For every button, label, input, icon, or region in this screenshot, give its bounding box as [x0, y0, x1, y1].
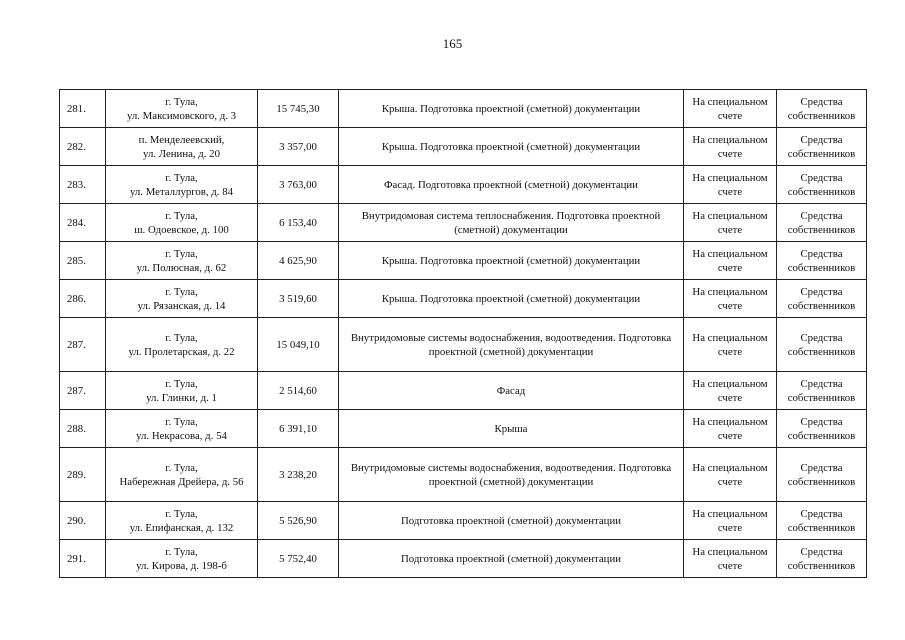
row-number: 288. — [60, 410, 106, 448]
row-number: 284. — [60, 204, 106, 242]
address-cell — [106, 90, 258, 128]
address-street: ул. Глинки, д. 1 — [146, 391, 217, 404]
row-number: 287. — [60, 372, 106, 410]
cost-cell: 15 745,30 — [258, 90, 339, 128]
address-street: ул. Некрасова, д. 54 — [136, 429, 227, 442]
funding-line-1: Средства — [800, 461, 843, 474]
account-cell — [684, 242, 777, 280]
address-street: ул. Кирова, д. 198-б — [136, 559, 227, 572]
row-number: 283. — [60, 166, 106, 204]
account-cell — [684, 410, 777, 448]
work-type-cell: Внутридомовые системы водоснабжения, водоотведения. Подготовка проектной (сметной) документации — [339, 318, 684, 372]
funding-line-2: собственников — [787, 345, 856, 358]
work-type-cell: Крыша. Подготовка проектной (сметной) документации — [339, 128, 684, 166]
table-row — [60, 540, 867, 578]
address-locality: г. Тула, — [165, 285, 198, 298]
address-street: ул. Рязанская, д. 14 — [137, 299, 226, 312]
cost-cell: 4 625,90 — [258, 242, 339, 280]
funding-source-cell — [777, 372, 867, 410]
table-row — [60, 372, 867, 410]
address-cell — [106, 128, 258, 166]
address-locality: г. Тула, — [165, 545, 198, 558]
address-locality: г. Тула, — [165, 377, 198, 390]
row-number: 290. — [60, 502, 106, 540]
address-cell — [106, 372, 258, 410]
account-line-1: На специальном — [692, 209, 768, 222]
cost-cell: 5 526,90 — [258, 502, 339, 540]
funding-line-2: собственников — [787, 185, 856, 198]
address-cell — [106, 448, 258, 502]
account-line-2: счете — [717, 559, 743, 572]
account-line-1: На специальном — [692, 133, 768, 146]
account-line-1: На специальном — [692, 377, 768, 390]
table-row — [60, 410, 867, 448]
address-locality: г. Тула, — [165, 331, 198, 344]
address-street: ул. Полюсная, д. 62 — [136, 261, 227, 274]
account-cell — [684, 502, 777, 540]
work-type-cell: Крыша — [339, 410, 684, 448]
address-street: ш. Одоевское, д. 100 — [134, 223, 229, 236]
funding-line-2: собственников — [787, 429, 856, 442]
account-line-2: счете — [717, 299, 743, 312]
work-type-cell: Фасад — [339, 372, 684, 410]
table-row — [60, 166, 867, 204]
work-type-cell: Крыша. Подготовка проектной (сметной) документации — [339, 90, 684, 128]
account-line-1: На специальном — [692, 95, 768, 108]
funding-line-2: собственников — [787, 109, 856, 122]
row-number: 281. — [60, 90, 106, 128]
row-number: 282. — [60, 128, 106, 166]
funding-line-1: Средства — [800, 331, 843, 344]
repair-registry-table — [59, 89, 867, 578]
account-line-2: счете — [717, 185, 743, 198]
address-street: ул. Металлургов, д. 84 — [129, 185, 233, 198]
funding-source-cell — [777, 540, 867, 578]
address-street: Набережная Дрейера, д. 56 — [119, 475, 244, 488]
row-number: 287. — [60, 318, 106, 372]
page-number: 165 — [442, 36, 463, 51]
cost-cell: 3 357,00 — [258, 128, 339, 166]
address-locality: п. Менделеевский, — [138, 133, 225, 146]
funding-source-cell — [777, 166, 867, 204]
address-cell — [106, 166, 258, 204]
account-cell — [684, 204, 777, 242]
account-line-1: На специальном — [692, 461, 768, 474]
funding-line-2: собственников — [787, 147, 856, 160]
account-line-1: На специальном — [692, 285, 768, 298]
funding-source-cell — [777, 90, 867, 128]
address-locality: г. Тула, — [165, 507, 198, 520]
work-type-cell: Крыша. Подготовка проектной (сметной) документации — [339, 242, 684, 280]
table-row — [60, 502, 867, 540]
funding-line-2: собственников — [787, 299, 856, 312]
account-cell — [684, 372, 777, 410]
account-line-1: На специальном — [692, 507, 768, 520]
row-number: 289. — [60, 448, 106, 502]
address-locality: г. Тула, — [165, 209, 198, 222]
account-line-1: На специальном — [692, 171, 768, 184]
address-locality: г. Тула, — [165, 415, 198, 428]
address-street: ул. Максимовского, д. 3 — [126, 109, 237, 122]
table-row — [60, 280, 867, 318]
address-cell — [106, 502, 258, 540]
cost-cell: 5 752,40 — [258, 540, 339, 578]
account-line-2: счете — [717, 223, 743, 236]
address-locality: г. Тула, — [165, 171, 198, 184]
row-number: 286. — [60, 280, 106, 318]
table-row — [60, 90, 867, 128]
account-cell — [684, 318, 777, 372]
cost-cell: 15 049,10 — [258, 318, 339, 372]
table-row — [60, 242, 867, 280]
funding-line-1: Средства — [800, 95, 843, 108]
funding-source-cell — [777, 448, 867, 502]
funding-line-1: Средства — [800, 133, 843, 146]
account-cell — [684, 448, 777, 502]
account-line-1: На специальном — [692, 247, 768, 260]
funding-source-cell — [777, 318, 867, 372]
address-cell — [106, 280, 258, 318]
funding-line-2: собственников — [787, 223, 856, 236]
account-line-1: На специальном — [692, 545, 768, 558]
funding-source-cell — [777, 128, 867, 166]
address-locality: г. Тула, — [165, 247, 198, 260]
account-line-1: На специальном — [692, 415, 768, 428]
funding-source-cell — [777, 410, 867, 448]
funding-line-1: Средства — [800, 507, 843, 520]
row-number: 291. — [60, 540, 106, 578]
funding-source-cell — [777, 502, 867, 540]
work-type-cell: Внутридомовая система теплоснабжения. Подготовка проектной (сметной) документации — [339, 204, 684, 242]
cost-cell: 3 763,00 — [258, 166, 339, 204]
address-cell — [106, 204, 258, 242]
funding-source-cell — [777, 242, 867, 280]
work-type-cell: Крыша. Подготовка проектной (сметной) документации — [339, 280, 684, 318]
address-locality: г. Тула, — [165, 95, 198, 108]
cost-cell: 6 153,40 — [258, 204, 339, 242]
funding-source-cell — [777, 280, 867, 318]
address-cell — [106, 540, 258, 578]
address-street: ул. Ленина, д. 20 — [143, 147, 220, 160]
table-row — [60, 448, 867, 502]
funding-line-2: собственников — [787, 391, 856, 404]
cost-cell: 3 238,20 — [258, 448, 339, 502]
work-type-cell: Внутридомовые системы водоснабжения, водоотведения. Подготовка проектной (сметной) документации — [339, 448, 684, 502]
account-line-2: счете — [717, 391, 743, 404]
account-cell — [684, 280, 777, 318]
registry-table-body — [60, 90, 867, 578]
funding-line-2: собственников — [787, 475, 856, 488]
address-cell — [106, 318, 258, 372]
row-number: 285. — [60, 242, 106, 280]
funding-line-1: Средства — [800, 247, 843, 260]
funding-source-cell — [777, 204, 867, 242]
funding-line-1: Средства — [800, 209, 843, 222]
work-type-cell: Фасад. Подготовка проектной (сметной) документации — [339, 166, 684, 204]
table-row — [60, 318, 867, 372]
account-cell — [684, 128, 777, 166]
funding-line-2: собственников — [787, 261, 856, 274]
account-line-2: счете — [717, 475, 743, 488]
account-cell — [684, 166, 777, 204]
account-line-2: счете — [717, 109, 743, 122]
cost-cell: 3 519,60 — [258, 280, 339, 318]
cost-cell: 6 391,10 — [258, 410, 339, 448]
address-street: ул. Пролетарская, д. 22 — [128, 345, 235, 358]
account-line-2: счете — [717, 261, 743, 274]
address-locality: г. Тула, — [165, 461, 198, 474]
account-line-2: счете — [717, 147, 743, 160]
funding-line-1: Средства — [800, 171, 843, 184]
funding-line-2: собственников — [787, 521, 856, 534]
address-street: ул. Епифанская, д. 132 — [129, 521, 234, 534]
table-row — [60, 128, 867, 166]
account-line-1: На специальном — [692, 331, 768, 344]
address-cell — [106, 410, 258, 448]
funding-line-1: Средства — [800, 377, 843, 390]
work-type-cell: Подготовка проектной (сметной) документации — [339, 540, 684, 578]
funding-line-1: Средства — [800, 415, 843, 428]
cost-cell: 2 514,60 — [258, 372, 339, 410]
address-cell — [106, 242, 258, 280]
account-cell — [684, 90, 777, 128]
table-row — [60, 204, 867, 242]
funding-line-1: Средства — [800, 545, 843, 558]
account-line-2: счете — [717, 521, 743, 534]
funding-line-2: собственников — [787, 559, 856, 572]
account-cell — [684, 540, 777, 578]
work-type-cell: Подготовка проектной (сметной) документации — [339, 502, 684, 540]
funding-line-1: Средства — [800, 285, 843, 298]
account-line-2: счете — [717, 429, 743, 442]
account-line-2: счете — [717, 345, 743, 358]
